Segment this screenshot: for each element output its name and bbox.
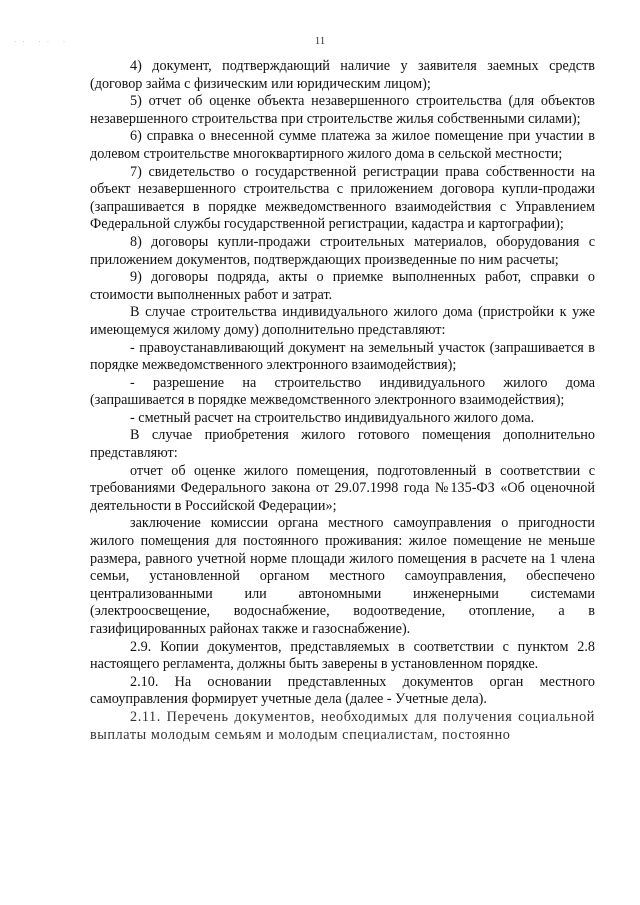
paragraph-ready-housing: В случае приобретения жилого готового помещения дополнительно представляют: <box>90 427 595 462</box>
paragraph-item-7: 7) свидетельство о государственной регистрации права собственности на объект незавершенного строительства с приложением договора купли-продажи (запрашивается в порядке межведомственного взаимодействия с Управлением Федеральной службы государственной регистрации, кадастра и картографии); <box>90 163 595 233</box>
paragraph-2-10: 2.10. На основании представленных документов орган местного самоуправления формирует учетные дела (далее - Учетные дела). <box>90 673 595 708</box>
paragraph-item-5: 5) отчет об оценке объекта незавершенного строительства (для объектов незавершенного строительства при строительстве жилья собственными силами); <box>90 93 595 127</box>
paragraph-item-8: 8) договоры купли-продажи строительных материалов, оборудования с приложением документов, подтверждающих произведенные по ним расчеты; <box>90 233 595 268</box>
paragraph-commission-conclusion: заключение комиссии органа местного самоуправления о пригодности жилого помещения для постоянного проживания: жилое помещение не меньше размера, равного учетной норме площади жилого помещения в расчете на 1 члена семьи, установленной органом местного самоуправления, обеспечено централизованными или автономными инженерными системами (электроосвещение, водоснабжение, водоотведение, отопление, а в газифицированных районах также и газоснабжение). <box>90 515 595 637</box>
paragraph-land-title: - правоустанавливающий документ на земельный участок (запрашивается в порядке межведомственного электронного взаимодействия); <box>90 339 595 374</box>
paragraph-item-4: 4) документ, подтверждающий наличие у заявителя заемных средств (договор займа с физическим или юридическим лицом); <box>90 58 595 92</box>
paragraph-2-11: 2.11. Перечень документов, необходимых для получения социальной выплаты молодым семьям и молодым специалистам, постоянно <box>90 708 595 743</box>
paragraph-item-6: 6) справка о внесенной сумме платежа за жилое помещение при участии в долевом строительстве многоквартирного жилого дома в сельской местности; <box>90 128 595 162</box>
paragraph-estimate: - сметный расчет на строительство индивидуального жилого дома. <box>130 409 535 426</box>
paragraph-2-9: 2.9. Копии документов, представляемых в соответствии с пунктом 2.8 настоящего регламента, должны быть заверены в установленном порядке. <box>90 638 595 673</box>
paragraph-building-permit: - разрешение на строительство индивидуального жилого дома (запрашивается в порядке межведомственного электронного взаимодействия); <box>90 374 595 409</box>
paragraph-item-9: 9) договоры подряда, акты о приемке выполненных работ, справки о стоимости выполненных работ и затрат. <box>90 269 595 303</box>
paragraph-individual-house: В случае строительства индивидуального жилого дома (пристройки к уже имеющемуся жилому дому) дополнительно представляют: <box>90 304 595 338</box>
paragraph-valuation-report: отчет об оценке жилого помещения, подготовленный в соответствии с требованиями Федерального закона от 29.07.1998 года №135-ФЗ «Об оценочной деятельности в Российской Федерации»; <box>90 462 595 514</box>
document-body <box>90 58 595 744</box>
page-number: 11 <box>314 35 326 47</box>
scan-artifacts: ·· ·· · <box>14 38 72 46</box>
